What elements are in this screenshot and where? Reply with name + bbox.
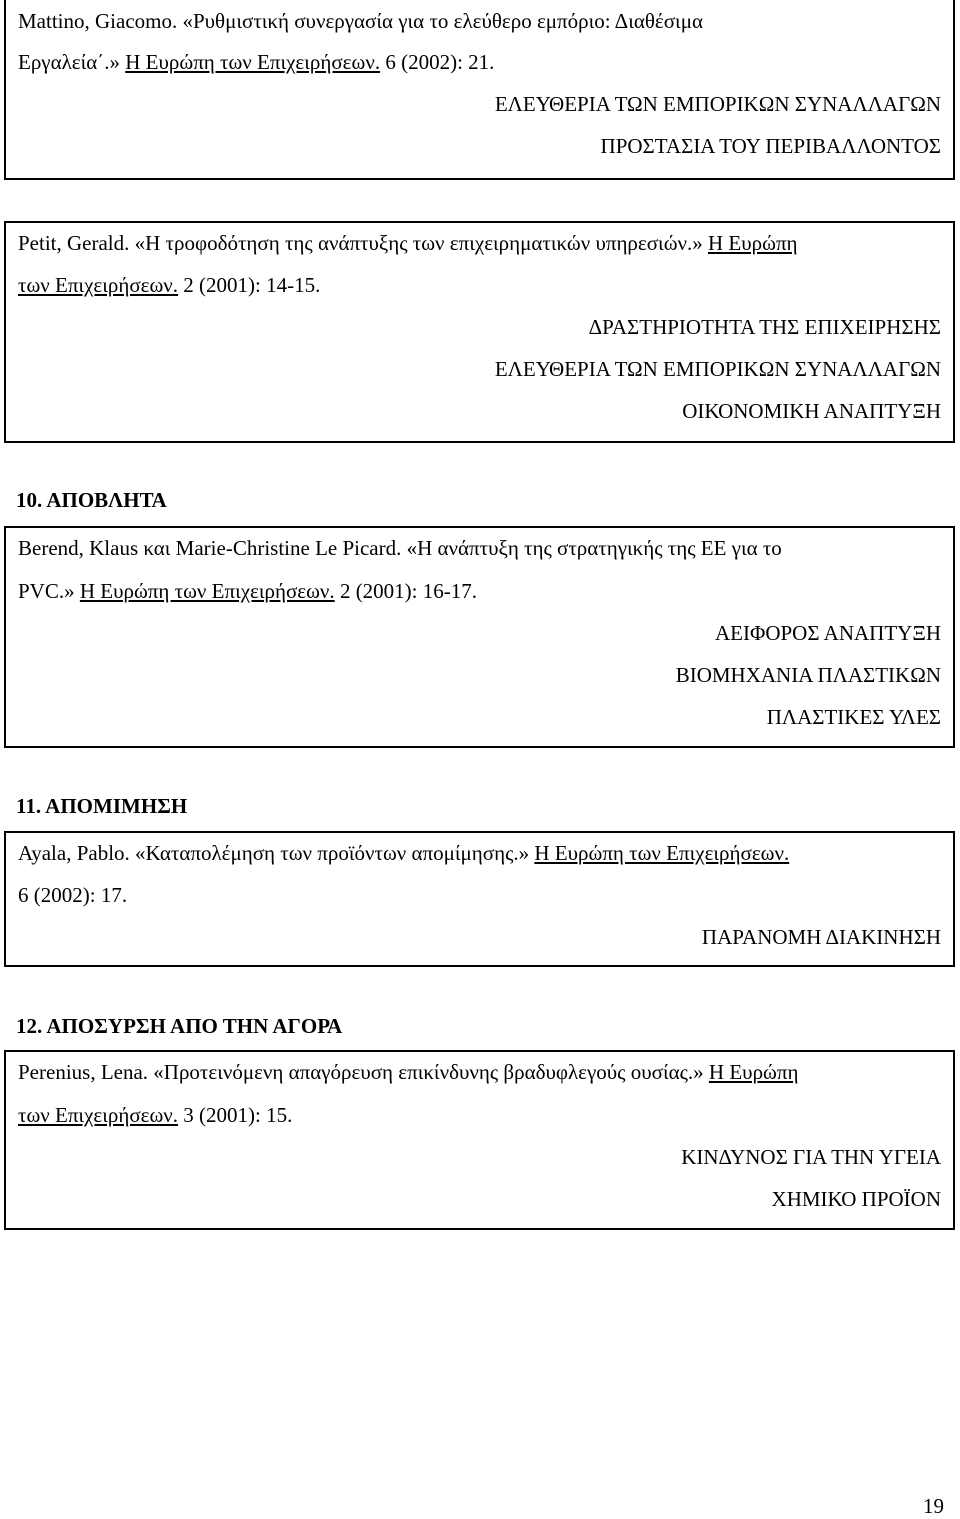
entry-citation-line <box>18 578 477 604</box>
journal-link[interactable]: Η Ευρώπη των Επιχειρήσεων. <box>125 50 381 74</box>
citation-text: Perenius, Lena. «Προτεινόμενη απαγόρευση επικίνδυνης βραδυφλεγούς ουσίας.» <box>18 1060 709 1084</box>
entry-citation-line <box>18 1059 798 1085</box>
section-heading: 12. ΑΠΟΣΥΡΣΗ ΑΠΟ ΤΗΝ ΑΓΟΡΑ <box>16 1014 343 1038</box>
citation-text: 2 (2001): 14-15. <box>178 273 321 297</box>
journal-link[interactable]: Η Ευρώπη των Επιχειρήσεων. <box>79 579 335 603</box>
keyword: ΒΙΟΜΗΧΑΝΙΑ ΠΛΑΣΤΙΚΩΝ <box>675 663 941 687</box>
citation-text: PVC.» <box>18 579 80 603</box>
keyword: ΠΑΡΑΝΟΜΗ ΔΙΑΚΙΝΗΣΗ <box>701 925 941 949</box>
journal-link[interactable]: Η Ευρώπη <box>708 1060 799 1084</box>
page-number: 19 <box>923 1494 944 1518</box>
section-heading: 10. ΑΠΟΒΛΗΤΑ <box>16 488 167 512</box>
entry-citation-line <box>18 840 789 866</box>
entry-box-2 <box>4 221 955 443</box>
section-heading: 11. ΑΠΟΜΙΜΗΣΗ <box>16 794 188 818</box>
citation-text: Εργαλεία΄.» <box>18 50 126 74</box>
entry-citation-line <box>18 272 320 298</box>
entry-box-4 <box>4 831 955 967</box>
citation-text: 2 (2001): 16-17. <box>334 579 478 603</box>
keyword: ΠΛΑΣΤΙΚΕΣ ΥΛΕΣ <box>766 705 941 729</box>
journal-link[interactable]: Η Ευρώπη των Επιχειρήσεων. <box>534 841 790 865</box>
journal-link[interactable]: των Επιχειρήσεων. <box>18 273 179 297</box>
citation-text: 3 (2001): 15. <box>178 1103 293 1127</box>
keyword: ΕΛΕΥΘΕΡΙΑ ΤΩΝ ΕΜΠΟΡΙΚΩΝ ΣΥΝΑΛΛΑΓΩΝ <box>494 357 941 381</box>
keyword: ΕΛΕΥΘΕΡΙΑ ΤΩΝ ΕΜΠΟΡΙΚΩΝ ΣΥΝΑΛΛΑΓΩΝ <box>494 92 941 116</box>
entry-box-1 <box>4 0 955 180</box>
entry-box-3 <box>4 526 955 748</box>
journal-link[interactable]: Η Ευρώπη <box>708 231 798 255</box>
citation-text: Petit, Gerald. «Η τροφοδότηση της ανάπτυξης των επιχειρηματικών υπηρεσιών.» <box>18 231 709 255</box>
entry-citation-line <box>18 8 703 34</box>
citation-text: Ayala, Pablo. «Καταπολέμηση των προϊόντων απομίμησης.» <box>18 841 535 865</box>
entry-citation-line <box>18 1102 292 1128</box>
keyword: ΧΗΜΙΚΟ ΠΡΟΪΟΝ <box>771 1187 941 1211</box>
entry-citation-line: Berend, Klaus και Marie-Christine Le Picard. «Η ανάπτυξη της στρατηγικής της ΕΕ για το <box>18 536 782 560</box>
keyword: ΠΡΟΣΤΑΣΙΑ ΤΟΥ ΠΕΡΙΒΑΛΛΟΝΤΟΣ <box>600 134 941 158</box>
keyword: ΟΙΚΟΝΟΜΙΚΗ ΑΝΑΠΤΥΞΗ <box>682 399 941 423</box>
journal-link[interactable]: των Επιχειρήσεων. <box>18 1103 179 1127</box>
keyword: ΑΕΙΦΟΡΟΣ ΑΝΑΠΤΥΞΗ <box>715 621 941 645</box>
entry-citation-line: 6 (2002): 17. <box>18 883 128 907</box>
keyword: ΔΡΑΣΤΗΡΙΟΤΗΤΑ ΤΗΣ ΕΠΙΧΕΙΡΗΣΗΣ <box>588 315 941 339</box>
citation-text: Mattino, Giacomo. «Ρυθμιστική συνεργασία για το ελεύθερο εμπόριο: Διαθέσιμα <box>18 9 703 33</box>
entry-box-5 <box>4 1050 955 1230</box>
entry-citation-line <box>18 49 494 75</box>
entry-citation-line <box>18 230 798 256</box>
citation-text: 6 (2002): 21. <box>380 50 495 74</box>
keyword: ΚΙΝΔΥΝΟΣ ΓΙΑ ΤΗΝ ΥΓΕΙΑ <box>681 1145 941 1169</box>
